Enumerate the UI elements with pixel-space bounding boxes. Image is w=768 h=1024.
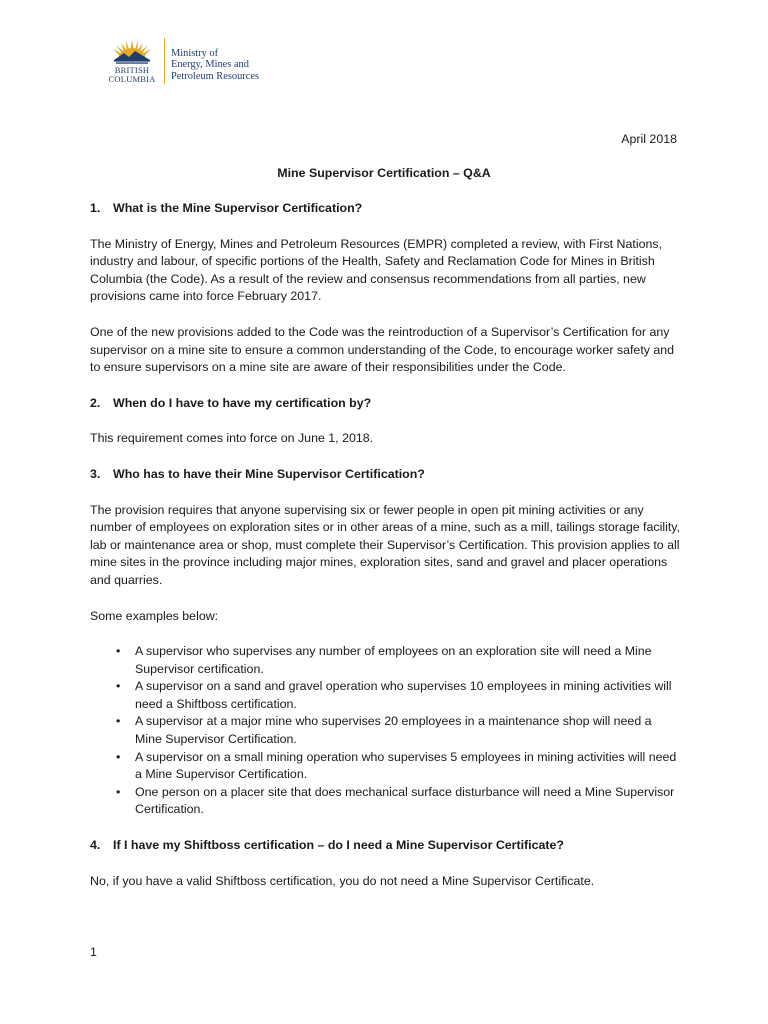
answer-1-paragraph-2: One of the new provisions added to the Code was the reintroduction of a Supervisor’s Certification for any supervisor on a mine site to ensure a common understanding of the Code, to encourage worker safety and to ensure supervisors on a mine site are aware of their responsibilities under the Code. — [90, 324, 675, 375]
list-item — [116, 678, 680, 713]
question-text: Who has to have their Mine Supervisor Certification? — [113, 466, 425, 481]
bullet-icon: • — [116, 784, 121, 799]
question-number: 2. — [90, 395, 101, 410]
document-title: Mine Supervisor Certification – Q&A — [277, 166, 491, 180]
wordmark-line-1: BRITISH — [114, 65, 150, 75]
document-body — [90, 200, 680, 890]
ministry-line-1: Ministry of — [171, 48, 219, 59]
ministry-name — [171, 36, 259, 82]
bullet-icon: • — [116, 714, 121, 729]
answer-4: No, if you have a valid Shiftboss certification, you do not need a Mine Supervisor Certificate. — [90, 873, 595, 888]
question-4 — [90, 837, 680, 855]
bc-wordmark — [104, 66, 160, 84]
question-3 — [90, 466, 680, 484]
question-text: What is the Mine Supervisor Certification? — [113, 201, 363, 215]
bc-sun-mountain-icon — [104, 36, 160, 66]
list-item — [116, 643, 680, 678]
logo-divider — [164, 38, 165, 84]
list-item-text: One person on a placer site that does mechanical surface disturbance will need a Mine Supervisor Certification. — [135, 784, 675, 817]
examples-intro: Some examples below: — [90, 608, 219, 623]
question-2 — [90, 395, 680, 413]
list-item — [116, 784, 680, 819]
answer-1-paragraph-1: The Ministry of Energy, Mines and Petroleum Resources (EMPR) completed a review, with First Nations, industry and labour, of specific portions of the Health, Safety and Reclamation Code for Mines in British Columbia (the Code). As a result of the review and consensus recommendations from all parties, new provisions came into force February 2017. — [90, 236, 663, 304]
answer-3: The provision requires that anyone supervising six or fewer people in open pit mining activities or any number of employees on exploration sites or in other areas of a mine, such as a mill, tailings storage facility, lab or maintenance area or shop, must complete their Supervisor’s Certification. This provision applies to all mine sites in the province including major mines, exploration sites, sand and gravel and placer operations and quarries. — [90, 502, 680, 587]
wordmark-line-2: COLUMBIA — [108, 74, 156, 84]
question-number: 4. — [90, 838, 101, 853]
list-item — [116, 749, 680, 784]
ministry-line-2: Energy, Mines and — [171, 59, 249, 71]
page-number: 1 — [90, 945, 97, 959]
question-number: 3. — [90, 466, 101, 481]
list-item-text: A supervisor on a sand and gravel operation who supervises 10 employees in mining activities will need a Shiftboss certification. — [135, 679, 672, 711]
bullet-icon: • — [116, 679, 121, 694]
question-text: When do I have to have my certification by? — [113, 395, 372, 410]
answer-2: This requirement comes into force on June 1, 2018. — [90, 431, 374, 446]
examples-list — [90, 643, 680, 819]
question-number: 1. — [90, 201, 101, 215]
ministry-logo-block — [104, 36, 259, 88]
list-item-text: A supervisor on a small mining operation who supervises 5 employees in mining activities will need a Mine Supervisor Certification. — [135, 749, 677, 782]
ministry-line-3: Petroleum Resources — [171, 70, 260, 82]
document-date: April 2018 — [621, 132, 677, 146]
question-text: If I have my Shiftboss certification – do I need a Mine Supervisor Certificate? — [113, 838, 564, 853]
bc-government-logo — [104, 36, 160, 86]
list-item-text: A supervisor who supervises any number of employees on an exploration site will need a Mine Supervisor certification. — [135, 644, 652, 676]
bullet-icon: • — [116, 749, 121, 764]
bullet-icon: • — [116, 644, 121, 659]
list-item-text: A supervisor at a major mine who supervises 20 employees in a maintenance shop will need a Mine Supervisor Certification. — [135, 714, 652, 747]
list-item — [116, 713, 680, 748]
question-1 — [90, 200, 680, 218]
